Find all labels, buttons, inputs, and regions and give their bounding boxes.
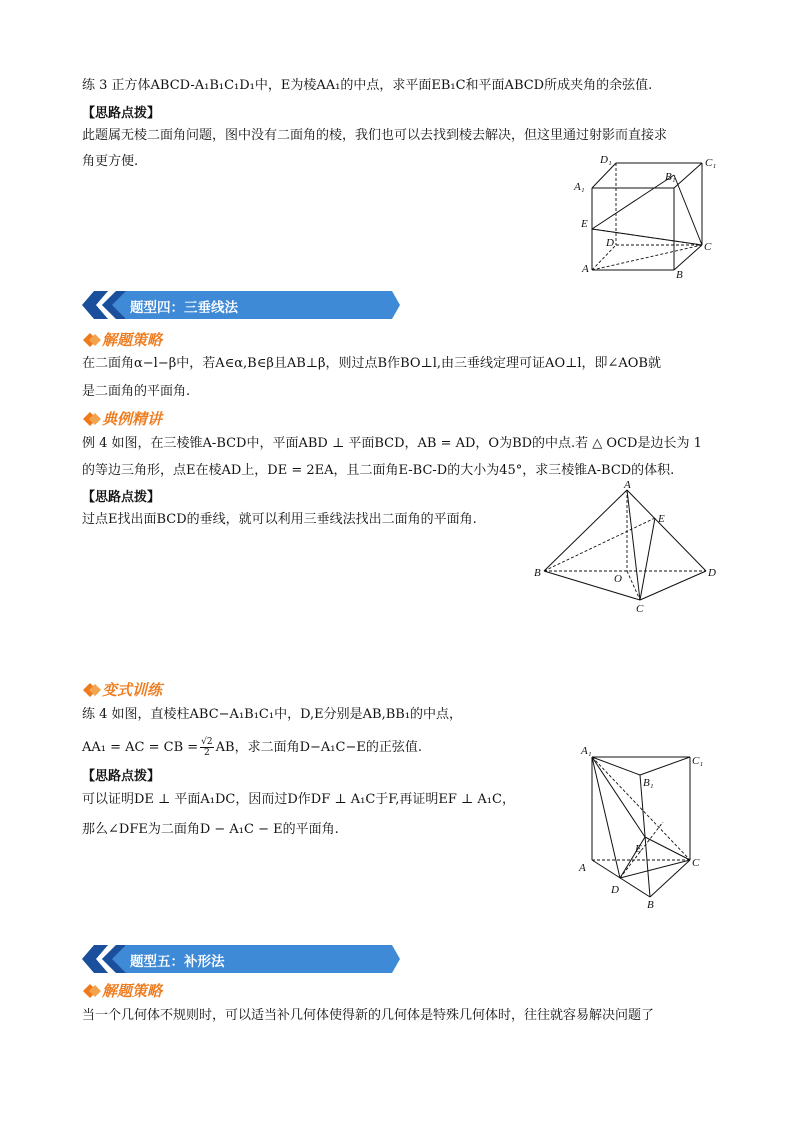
prism-label-c1: C₁ [692,755,704,767]
cube-label-b1: B₁ [665,171,676,183]
cube-label-a: A [582,263,589,275]
pyramid-label-a: A [624,479,631,491]
exercise3-hint-line2: 角更方便. [82,154,139,169]
section4-strategy-line1: 在二面角α−l−β中，若A∈α,B∈β且AB⊥β，则过点B作BO⊥l,由三垂线定理可证AO⊥l，即∠AOB就 [82,356,661,371]
cube-label-d1: D₁ [600,154,612,166]
cube-label-b: B [676,269,683,281]
exercise4-hint-line1: 可以证明DE ⊥ 平面A₁DC，因而过D作DF ⊥ A₁C于F,再证明EF ⊥ A₁C， [82,792,515,807]
diamond-icon [82,680,102,700]
exercise4-hint-line2: 那么∠DFE为二面角D − A₁C − E的平面角. [82,822,339,837]
diamond-icon [82,409,102,429]
cube-label-d: D [606,237,614,249]
prism-figure [575,742,715,912]
pyramid-label-d: D [708,567,716,579]
prism-label-a: A [579,862,586,874]
pyramid-label-o: O [614,573,622,585]
cube-label-c: C [704,241,712,253]
pyramid-label-c: C [636,603,644,615]
example4-line2: 的等边三角形，点E在棱AD上，DE = 2EA，且二面角E-BC-D的大小为45°，求三棱锥A-BCD的体积. [82,463,675,478]
exercise4-line2: AA₁ = AC = CB = $\frac{√2}{2}$ AB，求二面角D−A₁C−E的正弦值. [82,737,422,758]
section5-title: 题型五：补形法 [130,954,225,970]
section4-title: 题型四：三垂线法 [130,300,238,316]
cube-figure [572,150,722,282]
example4-hint-line1: 过点E找出面BCD的垂线，就可以利用三垂线法找出二面角的平面角. [82,512,477,527]
prism-label-b: B [647,899,654,911]
prism-label-d: D [611,884,619,896]
example4-line1: 例 4 如图，在三棱锥A-BCD中，平面ABD ⊥ 平面BCD，AB = AD，O为BD的中点.若 △ OCD是边长为 1 [82,436,702,451]
cube-label-a1: A₁ [574,181,585,193]
exercise3-statement: 练 3 正方体ABCD-A₁B₁C₁D₁中，E为棱AA₁的中点，求平面EB₁C和平面ABCD所成夹角的余弦值. [82,78,653,93]
prism-label-a1: A₁ [581,745,592,757]
diamond-icon [82,981,102,1001]
exercise3-hint-title: 【思路点拨】 [82,106,161,121]
cube-label-c1: C₁ [705,157,717,169]
cube-label-e: E [581,218,588,230]
section5-banner [82,944,402,974]
prism-label-b1: B₁ [643,777,654,789]
pyramid-label-b: B [534,567,541,579]
diamond-icon [82,330,102,350]
exercise3-hint-line1: 此题属无棱二面角问题，图中没有二面角的棱，我们也可以去找到棱去解决，但这里通过射影而直接求 [82,128,668,143]
section4-banner [82,290,402,320]
pyramid-figure [530,478,730,620]
section4-strategy-line2: 是二面角的平面角. [82,384,191,399]
fraction: $\frac{√2}{2}$ [201,737,213,758]
prism-label-e: E [635,843,642,855]
section5-strategy-line1: 当一个几何体不规则时，可以适当补几何体使得新的几何体是特殊几何体时，往往就容易解决问题了 [82,1008,655,1023]
exercise4-hint-title: 【思路点拨】 [82,769,161,784]
pyramid-label-e: E [658,513,665,525]
example4-hint-title: 【思路点拨】 [82,490,161,505]
exercise4-line1: 练 4 如图，直棱柱ABC−A₁B₁C₁中，D,E分别是AB,BB₁的中点， [82,707,463,722]
prism-label-c: C [692,857,700,869]
